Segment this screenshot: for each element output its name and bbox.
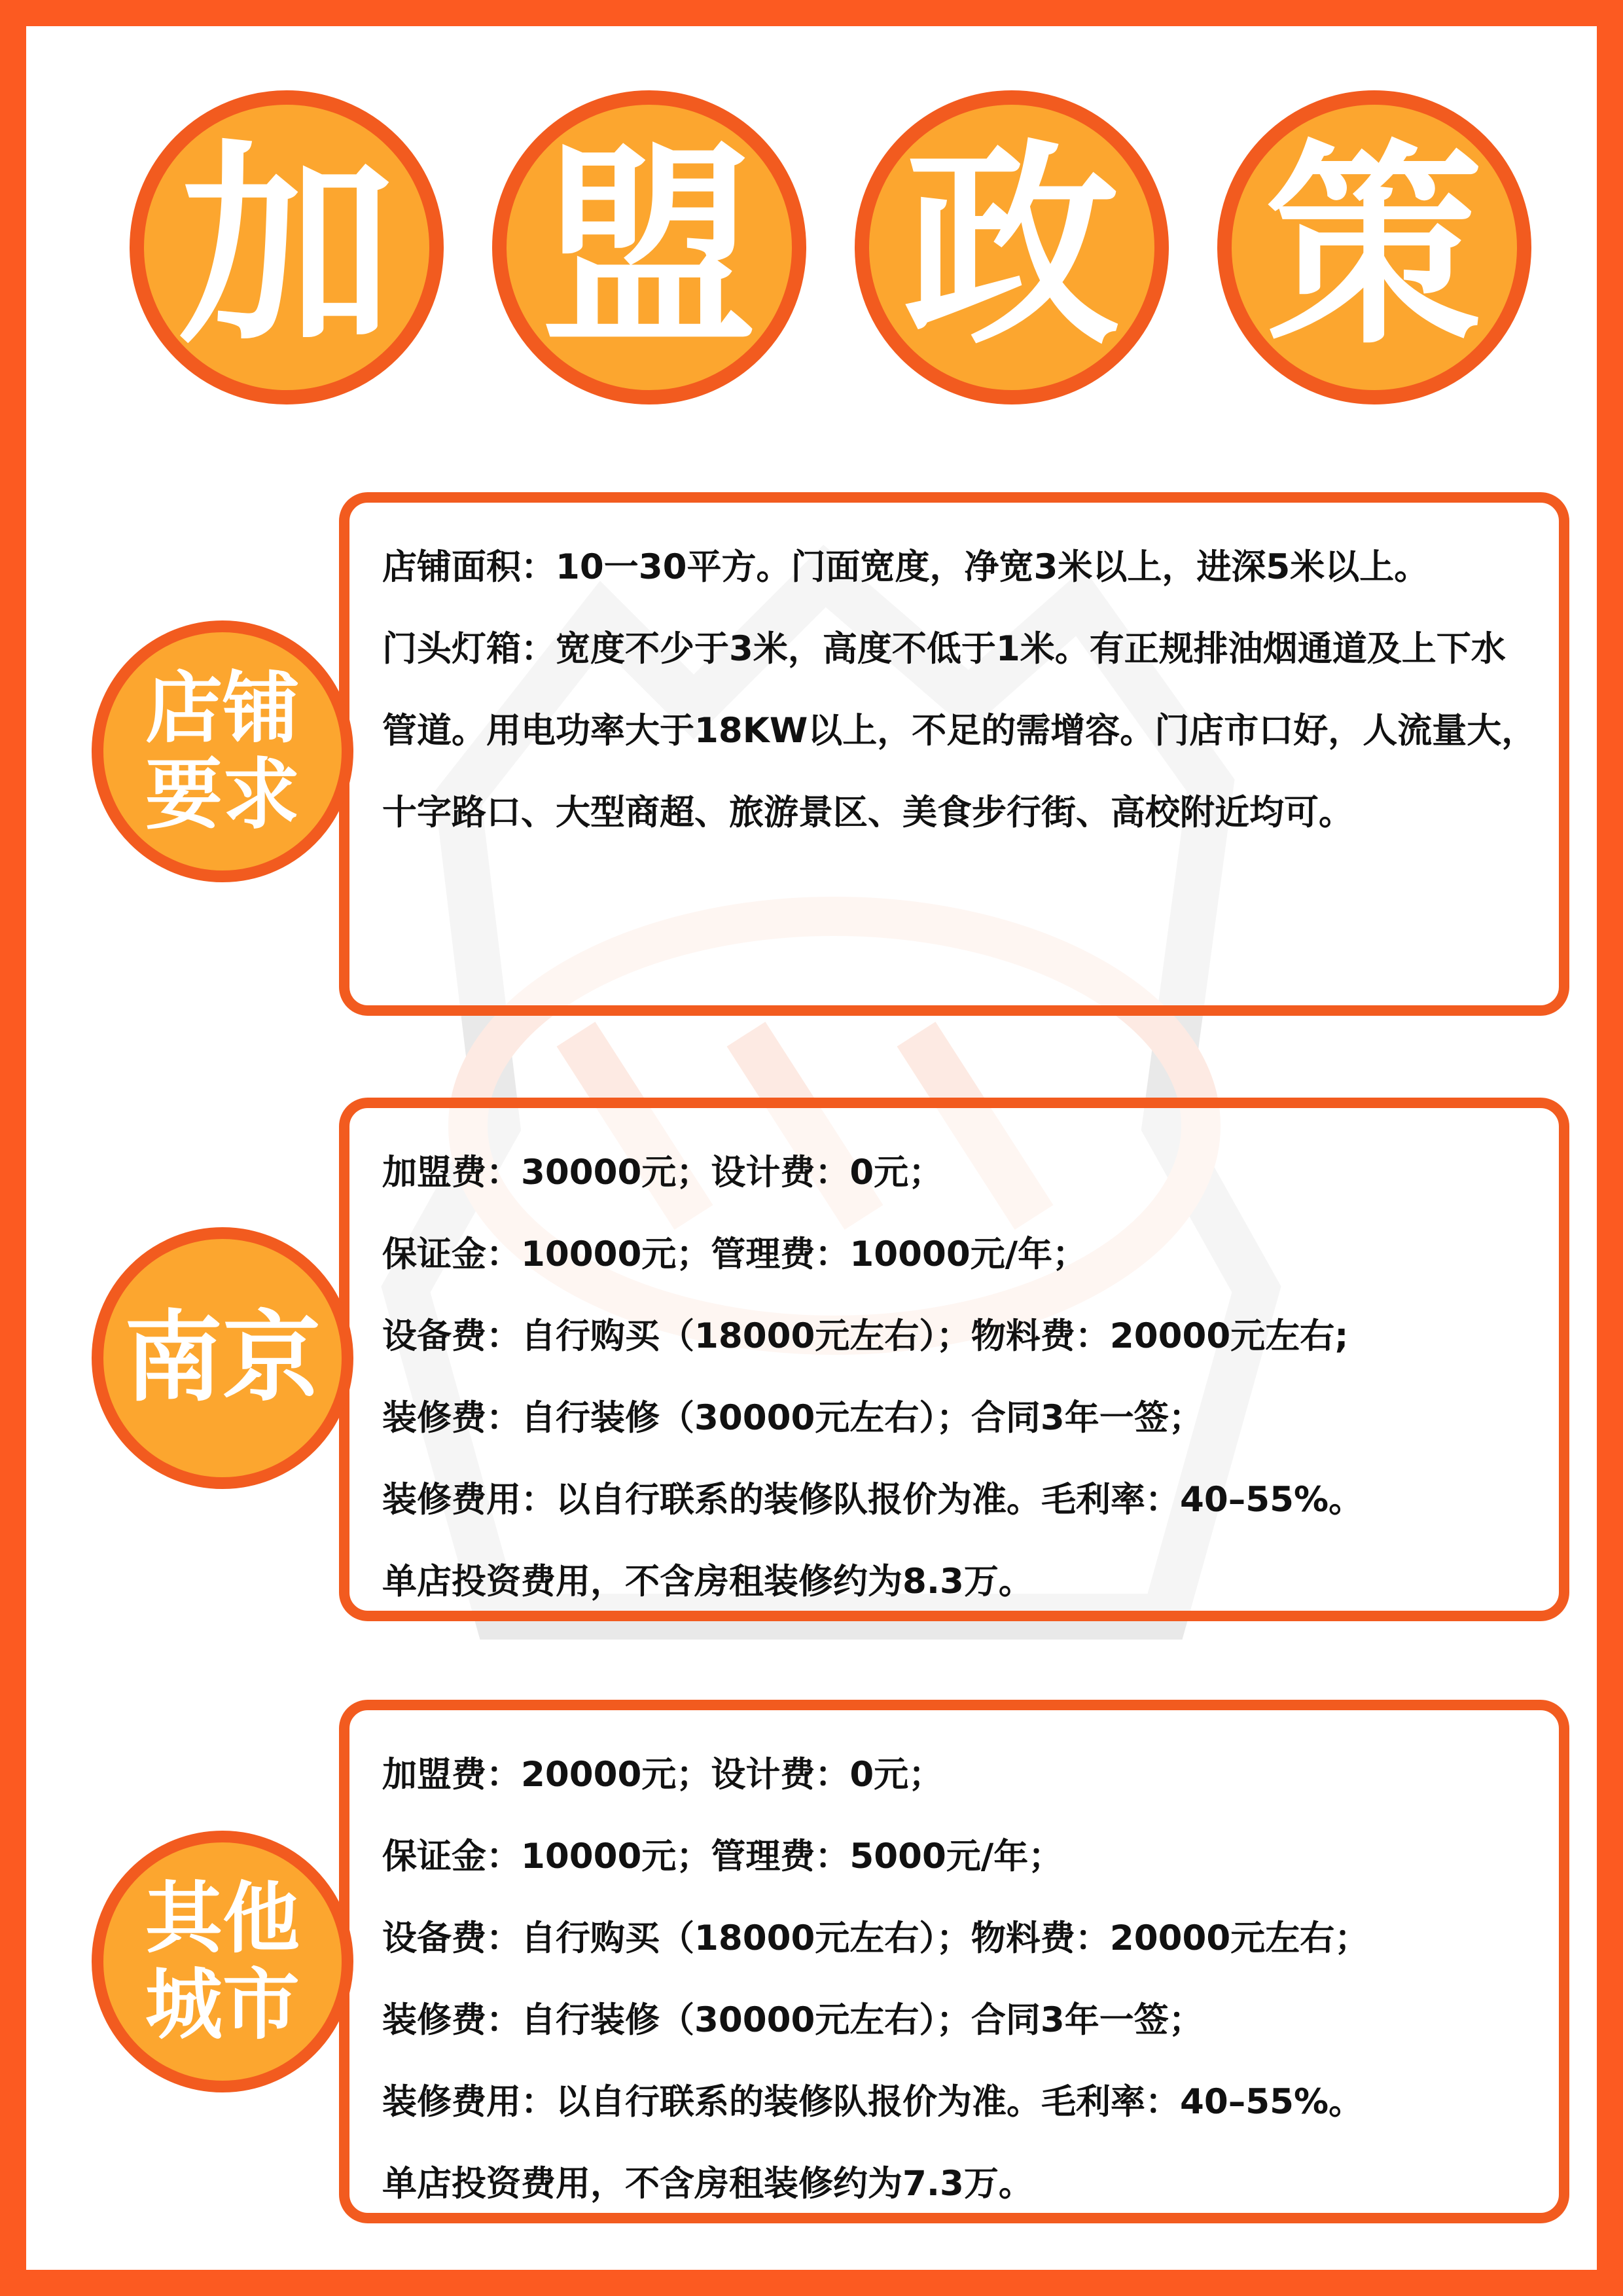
other-cities-line: 装修费：自行装修（30000元左右）；合同3年一签；: [382, 2000, 1204, 2040]
other-cities-line: 单店投资费用，不含房租装修约为7.3万。: [382, 2164, 1033, 2204]
other-cities-line: 设备费：自行购买（18000元左右）；物料费：20000元左右；: [382, 1918, 1370, 1958]
other-cities-line: 装修费用：以自行联系的装修队报价为准。毛利率：40–55%。: [382, 2082, 1364, 2122]
other-cities-label: 其他 城市: [145, 1873, 300, 2050]
store-requirements-paragraph: 店铺面积：10一30平方。门面宽度，净宽3米以上，进深5米以上。: [382, 547, 1429, 587]
title-char: 政: [904, 122, 1120, 373]
title-circle-1: [130, 90, 444, 404]
other-cities-card: [339, 1700, 1569, 2223]
title-row: [26, 26, 1597, 445]
nanjing-line: 保证金：10000元；管理费：10000元/年；: [382, 1234, 1088, 1274]
other-cities-line: 加盟费：20000元；设计费：0元；: [382, 1755, 944, 1795]
nanjing-label-circle: [92, 1227, 353, 1489]
title-char: 盟: [541, 122, 757, 373]
other-cities-label-circle: [92, 1831, 353, 2092]
nanjing-label: 南京: [124, 1301, 321, 1415]
other-cities-line: 保证金：10000元；管理费：5000元/年；: [382, 1837, 1063, 1876]
title-circle-4: [1217, 90, 1531, 404]
title-circle-2: [492, 90, 806, 404]
title-char: 策: [1266, 122, 1482, 373]
nanjing-line: 装修费：自行装修（30000元左右）；合同3年一签；: [382, 1398, 1204, 1438]
nanjing-line: 装修费用：以自行联系的装修队报价为准。毛利率：40–55%。: [382, 1480, 1364, 1520]
store-requirements-label: 店铺 要求: [145, 662, 300, 840]
store-requirements-paragraph: 门头灯箱：宽度不少于3米，高度不低于1米。有正规排油烟通道及上下水管道。用电功率大于18KW以上，不足的需增容。门店市口好，人流量大，十字路口、大型商超、旅游景区、美食步行街、高校附近均可。: [382, 629, 1537, 833]
title-circle-3: [855, 90, 1169, 404]
nanjing-line: 单店投资费用，不含房租装修约为8.3万。: [382, 1562, 1033, 1602]
nanjing-line: 加盟费：30000元；设计费：0元；: [382, 1153, 944, 1193]
store-requirements-label-circle: [92, 620, 353, 882]
nanjing-line: 设备费：自行购买（18000元左右）；物料费：20000元左右;: [382, 1316, 1349, 1356]
nanjing-card: [339, 1098, 1569, 1621]
title-char: 加: [179, 122, 395, 373]
store-requirements-card: [339, 492, 1569, 1016]
